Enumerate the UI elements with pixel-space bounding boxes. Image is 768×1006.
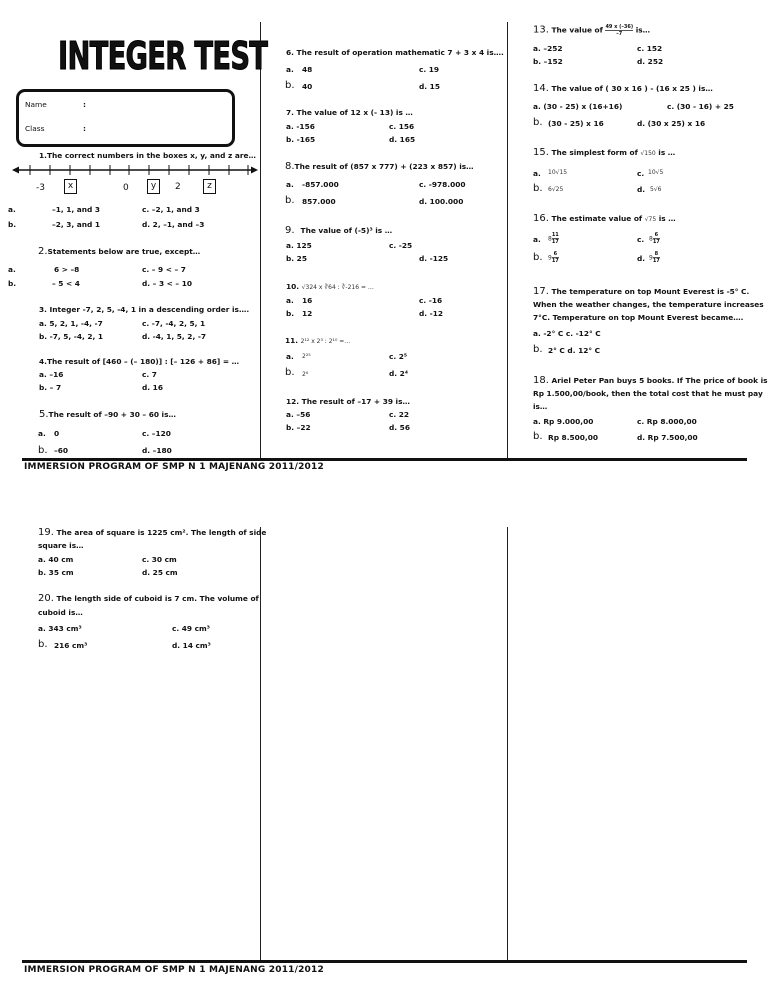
q20-option-a: a. 343 cm³ xyxy=(38,624,82,633)
q6-option-b-letter: b. xyxy=(285,80,295,91)
q19-text-line2: square is… xyxy=(38,541,84,550)
q2-option-b-letter: b. xyxy=(8,279,17,288)
name-label: Name xyxy=(25,100,47,109)
q15-option-b: 6√25 xyxy=(548,186,564,193)
q8-option-c: c. -978.000 xyxy=(419,180,466,189)
q1-option-a-letter: a. xyxy=(8,205,16,214)
column-divider xyxy=(260,22,261,460)
q4-option-a: a. –16 xyxy=(39,370,64,379)
q20-text: 20. The length side of cuboid is 7 cm. The volume of xyxy=(38,593,259,604)
q14-text: 14. The value of ( 30 x 16 ) - (16 x 25 ) is… xyxy=(533,83,713,94)
q6-option-a-letter: a. xyxy=(286,65,294,74)
q17-text: 17. The temperature on top Mount Everest is -5° C. xyxy=(533,286,750,297)
q15-option-d-letter: d. xyxy=(637,185,646,194)
q11-option-a: 2²⁵ xyxy=(302,353,311,360)
q13-option-a: a. –252 xyxy=(533,44,563,53)
q5-option-d: d. –180 xyxy=(142,446,172,455)
q1-option-b-letter: b. xyxy=(8,220,17,229)
q11-option-a-letter: a. xyxy=(286,352,294,361)
q8-option-a-letter: a. xyxy=(286,180,294,189)
q11-option-c: c. 2⁵ xyxy=(389,352,408,361)
q19-option-a: a. 40 cm xyxy=(38,555,74,564)
q20-option-b: 216 cm³ xyxy=(54,641,88,650)
q16-text: 16. The estimate value of √75 is … xyxy=(533,213,676,224)
q4-option-d: d. 16 xyxy=(142,383,163,392)
q2-text: 2.Statements below are true, except… xyxy=(38,246,201,257)
q17-option-a-c: a. -2° C c. -12° C xyxy=(533,329,601,338)
q8-option-b-letter: b. xyxy=(285,195,295,206)
q15-option-c: 10√5 xyxy=(648,169,664,176)
footer-rule xyxy=(22,960,747,963)
q14-option-c: c. (30 - 16) + 25 xyxy=(667,102,734,111)
q10-option-a: 16 xyxy=(302,296,313,305)
q4-option-b: b. – 7 xyxy=(39,383,62,392)
numberline-label: -3 xyxy=(36,183,45,193)
q3-option-d: d. -4, 1, 5, 2, -7 xyxy=(142,332,207,341)
q19-text: 19. The area of square is 1225 cm². The length of side xyxy=(38,527,267,538)
q16-option-c: 8 $\frac{6}{17}$ xyxy=(649,232,660,245)
q19-option-d: d. 25 cm xyxy=(142,568,178,577)
q9-option-c: c. -25 xyxy=(389,241,413,250)
q12-option-c: c. 22 xyxy=(389,410,410,419)
q6-text: 6. The result of operation mathematic 7 + 3 x 4 is…. xyxy=(286,48,504,57)
q10-option-a-letter: a. xyxy=(286,296,294,305)
q7-option-b: b. -165 xyxy=(286,135,316,144)
q18-option-d: d. Rp 7.500,00 xyxy=(637,433,698,442)
q7-option-a: a. -156 xyxy=(286,122,315,131)
page-title: INTEGER TEST xyxy=(58,34,268,78)
footer-rule xyxy=(22,458,747,461)
q16-option-a: 8 $\frac{11}{17}$ xyxy=(548,232,559,245)
q20-option-b-letter: b. xyxy=(38,639,48,650)
q7-text: 7. The value of 12 x (- 13) is … xyxy=(286,108,413,117)
q10-option-b: 12 xyxy=(302,309,313,318)
q2-option-a: 6 > –8 xyxy=(54,265,80,274)
q6-option-c: c. 19 xyxy=(419,65,440,74)
q16-option-c-letter: c. xyxy=(637,235,645,244)
q6-option-a: 48 xyxy=(302,65,313,74)
q17-option-b-letter: b. xyxy=(533,344,543,355)
q11-option-d: d. 2⁴ xyxy=(389,369,409,378)
q1-text: 1.The correct numbers in the boxes x, y, and z are… xyxy=(39,151,256,160)
q3-option-b: b. -7, 5, -4, 2, 1 xyxy=(39,332,104,341)
student-info-box xyxy=(16,89,235,147)
q5-option-a: 0 xyxy=(54,429,60,438)
numberline-label: 0 xyxy=(123,183,129,193)
q12-option-b: b. –22 xyxy=(286,423,311,432)
numberline-box-x: x xyxy=(64,179,77,194)
q7-option-c: c. 156 xyxy=(389,122,415,131)
numberline-box-z: z xyxy=(203,179,216,194)
q1-option-a: –1, 1, and 3 xyxy=(52,205,100,214)
q9-option-b: b. 25 xyxy=(286,254,307,263)
q17-text-line2: When the weather changes, the temperature increases xyxy=(533,300,764,309)
q15-option-b-letter: b. xyxy=(533,183,543,194)
q2-option-b: – 5 < 4 xyxy=(52,279,80,288)
q12-text: 12. The result of –17 + 39 is… xyxy=(286,397,410,406)
footer-text: IMMERSION PROGRAM OF SMP N 1 MAJENANG 2011/2012 xyxy=(24,965,324,975)
q16-option-d-letter: d. xyxy=(637,254,646,263)
number-line xyxy=(12,162,258,178)
q15-option-a-letter: a. xyxy=(533,169,541,178)
q2-option-a-letter: a. xyxy=(8,265,16,274)
q4-text: 4.The result of [460 – (– 180)] : [– 126 + 86] = … xyxy=(39,357,240,366)
q13-option-b: b. –152 xyxy=(533,57,563,66)
numberline-box-y: y xyxy=(147,179,160,194)
q18-text-line2: Rp 1.500,00/book, then the total cost that he must pay xyxy=(533,389,763,398)
q18-option-b-letter: b. xyxy=(533,431,543,442)
q16-option-b-letter: b. xyxy=(533,252,543,263)
name-colon: : xyxy=(83,100,86,109)
q15-option-c-letter: c. xyxy=(637,169,645,178)
class-colon: : xyxy=(83,124,86,133)
q13-fraction: $\frac{49 x (-36)}{-7}$ xyxy=(605,24,634,37)
q11-text: 11. 2¹² x 2³ : 2¹⁰ =… xyxy=(285,336,351,345)
q10-option-d: d. -12 xyxy=(419,309,444,318)
class-label: Class xyxy=(25,124,45,133)
footer-text: IMMERSION PROGRAM OF SMP N 1 MAJENANG 2011/2012 xyxy=(24,462,324,472)
q5-text: 5.The result of –90 + 30 – 60 is… xyxy=(39,409,176,420)
q4-option-c: c. 7 xyxy=(142,370,157,379)
q9-text: 9. The value of (-5)³ is … xyxy=(285,225,393,236)
q12-option-a: a. –56 xyxy=(286,410,311,419)
q9-option-a: a. 125 xyxy=(286,241,312,250)
q13-text: 13. The value of $\frac{49 x (-36)}{-7}$ is… xyxy=(533,24,651,37)
q20-text-line2: cuboid is… xyxy=(38,608,83,617)
q18-option-a: a. Rp 9.000,00 xyxy=(533,417,594,426)
q8-text: 8.The result of (857 x 777) + (223 x 857) is… xyxy=(285,161,474,172)
q16-option-b: 9 $\frac{6}{17}$ xyxy=(548,251,559,264)
q5-option-b-letter: b. xyxy=(38,445,48,456)
q14-option-b: (30 - 25) x 16 xyxy=(548,119,604,128)
q8-option-b: 857.000 xyxy=(302,197,336,206)
q15-text: 15. The simplest form of √150 is … xyxy=(533,147,676,158)
q1-option-b: –2, 3, and 1 xyxy=(52,220,100,229)
q14-option-b-letter: b. xyxy=(533,117,543,128)
q19-option-c: c. 30 cm xyxy=(142,555,177,564)
q5-option-a-letter: a. xyxy=(38,429,46,438)
column-divider xyxy=(507,22,508,460)
q8-option-d: d. 100.000 xyxy=(419,197,464,206)
q18-option-c: c. Rp 8.000,00 xyxy=(637,417,697,426)
q7-option-d: d. 165 xyxy=(389,135,416,144)
q19-option-b: b. 35 cm xyxy=(38,568,74,577)
q1-option-c: c. –2, 1, and 3 xyxy=(142,205,200,214)
q16-option-a-letter: a. xyxy=(533,235,541,244)
column-divider xyxy=(507,527,508,962)
q3-option-a: a. 5, 2, 1, -4, -7 xyxy=(39,319,103,328)
q20-option-d: d. 14 cm³ xyxy=(172,641,211,650)
q18-text: 18. Ariel Peter Pan buys 5 books. If The price of book is xyxy=(533,375,768,386)
q10-text: 10. √324 x ∛64 : ∛-216 = … xyxy=(286,282,374,291)
q11-option-b: 2⁶ xyxy=(302,371,309,378)
numberline-label: 2 xyxy=(175,182,181,192)
q14-option-a: a. (30 - 25) x (16+16) xyxy=(533,102,623,111)
q8-option-a: -857.000 xyxy=(302,180,339,189)
q2-option-d: d. – 3 < – 10 xyxy=(142,279,192,288)
q13-option-c: c. 152 xyxy=(637,44,663,53)
column-divider xyxy=(260,527,261,962)
q13-option-d: d. 252 xyxy=(637,57,664,66)
q10-option-c: c. -16 xyxy=(419,296,443,305)
q10-option-b-letter: b. xyxy=(286,309,295,318)
q15-option-d: 5√6 xyxy=(650,186,662,193)
q3-text: 3. Integer -7, 2, 5, -4, 1 in a descending order is…. xyxy=(39,305,250,314)
q6-option-d: d. 15 xyxy=(419,82,440,91)
q20-option-c: c. 49 cm³ xyxy=(172,624,210,633)
q2-option-c: c. – 9 < – 7 xyxy=(142,265,186,274)
q12-option-d: d. 56 xyxy=(389,423,410,432)
q18-text-line3: is… xyxy=(533,402,548,411)
q17-text-line3: 7°C. Temperature on top Mount Everest became…. xyxy=(533,313,744,322)
q18-option-b: Rp 8.500,00 xyxy=(548,433,599,442)
q15-option-a: 10√15 xyxy=(548,169,568,176)
q1-option-d: d. 2, –1, and –3 xyxy=(142,220,205,229)
q14-option-d: d. (30 x 25) x 16 xyxy=(637,119,706,128)
q9-option-d: d. -125 xyxy=(419,254,449,263)
q11-option-b-letter: b. xyxy=(285,367,295,378)
q16-option-d: 9 $\frac{8}{17}$ xyxy=(649,251,660,264)
q5-option-c: c. –120 xyxy=(142,429,171,438)
q3-option-c: c. -7, -4, 2, 5, 1 xyxy=(142,319,206,328)
q6-option-b: 40 xyxy=(302,82,313,91)
q5-option-b: –60 xyxy=(54,446,68,455)
q17-option-b-d: 2° C d. 12° C xyxy=(548,346,601,355)
